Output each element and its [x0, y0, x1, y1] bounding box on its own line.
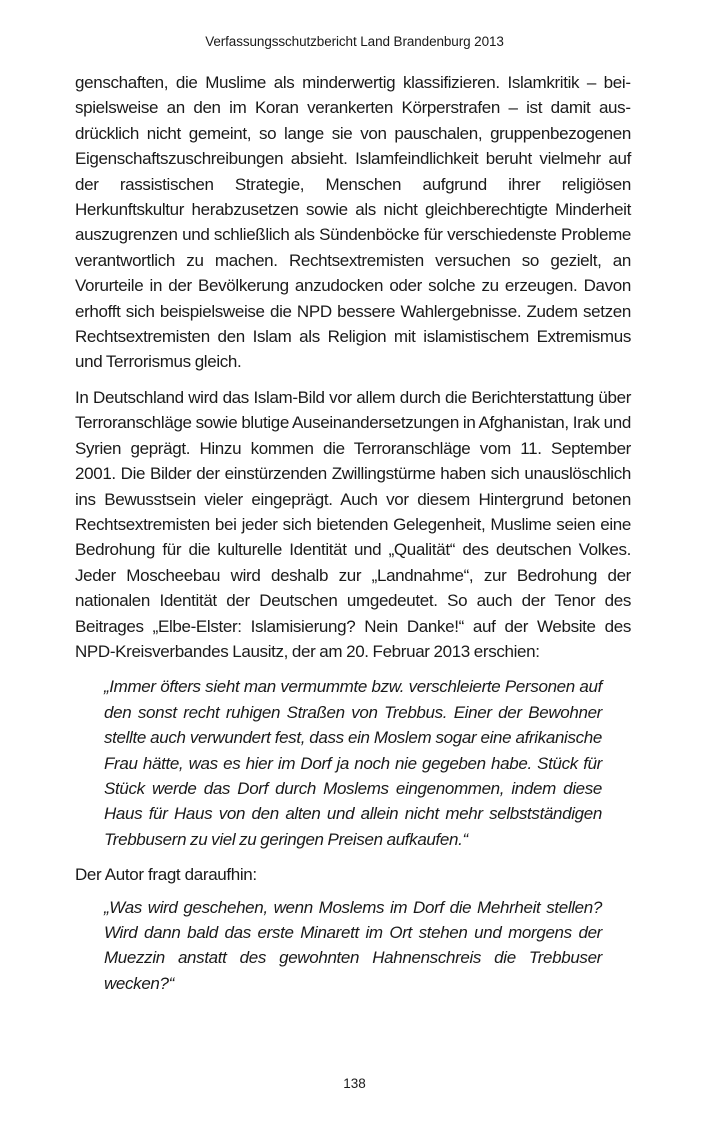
running-header: Verfassungsschutzbericht Land Brandenburg 2013: [205, 34, 504, 49]
body-paragraph-1: genschaften, die Muslime als minderwertig klassifizieren. Islamkritik – beispielsweise an den im Koran verankerten Körperstrafen – ist damit ausdrücklich nicht gemeint, so lange sie von pauschalen, gruppenbezogenen Eigenschaftszuschreibungen absieht. Islamfeindlichkeit beruht vielmehr auf der rassistischen Strategie, Menschen aufgrund ihrer religiösen Herkunftskultur herabzusetzen sowie als nicht gleichberechtigte Minderheit auszugrenzen und schließlich als Sündenböcke für verschiedenste Probleme verantwortlich zu machen. Rechtsextremisten versuchen so gezielt, an Vorurteile in der Bevölkerung anzudocken oder solche zu erzeugen. Davon erhofft sich beispielsweise die NPD bessere Wahlergebnisse. Zudem setzen Rechtsextremisten den Islam als Religion mit islamistischem Extremismus und Terrorismus gleich.: [75, 73, 631, 372]
block-quote-2: „Was wird geschehen, wenn Moslems im Dorf die Mehrheit stellen? Wird dann bald das erste Minarett im Ort stehen und morgens der Muezzin anstatt des gewohnten Hahnenschreis die Trebbuser wecken?“: [104, 897, 602, 993]
page-body: [75, 70, 631, 1006]
body-paragraph-2: In Deutschland wird das Islam-Bild vor allem durch die Berichterstattung über Terroranschläge sowie blutige Auseinandersetzungen in Afghanistan, Irak und Syrien geprägt. Hinzu kommen die Terroranschläge vom 11. September 2001. Die Bilder der einstürzenden Zwillingstürme haben sich unauslöschlich ins Bewusstsein vieler eingeprägt. Auch vor diesem Hintergrund betonen Rechtsextremisten bei jeder sich bietenden Gelegenheit, Muslime seien eine Bedrohung für die kulturelle Identität und „Qualität“ des deutschen Volkes. Jeder Moscheebau wird deshalb zur „Landnahme“, zur Bedrohung der nationalen Identität der Deutschen umgedeutet. So auch der Tenor des Beitrages „Elbe-Elster: Islamisierung? Nein Danke!“ auf der Website des NPD-Kreisverbandes Lausitz, der am 20. Februar 2013 erschien:: [75, 387, 631, 661]
page-number: 138: [343, 1076, 366, 1091]
quote-intro: Der Autor fragt daraufhin:: [75, 865, 257, 885]
block-quote-1: „Immer öfters sieht man vermummte bzw. verschleierte Personen auf den sonst recht ruhigen Straßen von Trebbus. Einer der Bewohner stellte auch verwundert fest, dass ein Moslem sogar eine afrikanische Frau hätte, was es hier im Dorf ja noch nie gegeben habe. Stück für Stück werde das Dorf durch Moslems eingenommen, indem diese Haus für Haus von den alten und allein nicht mehr selbstständigen Trebbusern zu viel zu geringen Preisen aufkaufen.“: [104, 677, 602, 849]
